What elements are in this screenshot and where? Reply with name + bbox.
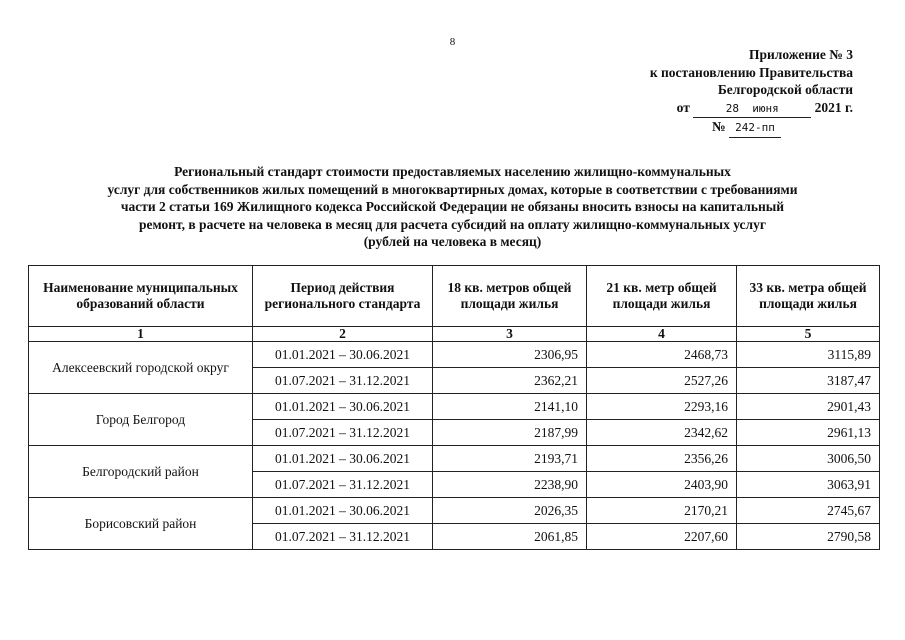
column-header-municipality: Наименование муниципальных образований области [29, 266, 253, 327]
value-33sqm: 3063,91 [737, 472, 880, 498]
period-cell: 01.07.2021 – 31.12.2021 [253, 368, 433, 394]
value-18sqm: 2061,85 [433, 524, 587, 550]
column-number-row [29, 327, 880, 342]
table-row [29, 394, 880, 420]
date-year: 2021 г. [814, 99, 853, 115]
value-33sqm: 2901,43 [737, 394, 880, 420]
table-row [29, 446, 880, 472]
column-number: 1 [29, 327, 253, 342]
column-header-33sqm: 33 кв. метра общей площади жилья [737, 266, 880, 327]
value-18sqm: 2026,35 [433, 498, 587, 524]
column-number: 5 [737, 327, 880, 342]
value-18sqm: 2306,95 [433, 342, 587, 368]
period-cell: 01.01.2021 – 30.06.2021 [253, 342, 433, 368]
title-units: (рублей на человека в месяц) [363, 234, 542, 249]
column-header-period: Период действия регионального стандарта [253, 266, 433, 327]
title-line: услуг для собственников жилых помещений в многоквартирных домах, которые в соответствии с требованиями [107, 181, 798, 197]
value-21sqm: 2403,90 [587, 472, 737, 498]
table-header-row [29, 266, 880, 327]
title-line: части 2 статьи 169 Жилищного кодекса Российской Федерации не обязаны вносить взносы на капитальный [120, 199, 785, 214]
value-33sqm: 2745,67 [737, 498, 880, 524]
page-number: 8 [449, 36, 456, 48]
period-cell: 01.07.2021 – 31.12.2021 [253, 472, 433, 498]
value-18sqm: 2362,21 [433, 368, 587, 394]
table-row [29, 342, 880, 368]
table-row [29, 498, 880, 524]
regional-standard-table [28, 265, 880, 550]
value-21sqm: 2170,21 [587, 498, 737, 524]
column-header-21sqm: 21 кв. метр общей площади жилья [587, 266, 737, 327]
value-21sqm: 2207,60 [587, 524, 737, 550]
appendix-region: Белгородской области [717, 82, 853, 97]
appendix-date [553, 99, 853, 119]
appendix-resolution: к постановлению Правительства [649, 64, 853, 80]
appendix-number [553, 118, 853, 138]
municipality-name: Белгородский район [29, 446, 253, 498]
value-18sqm: 2193,71 [433, 446, 587, 472]
period-cell: 01.07.2021 – 31.12.2021 [253, 420, 433, 446]
municipality-name: Город Белгород [29, 394, 253, 446]
title-line: Региональный стандарт стоимости предоставляемых населению жилищно-коммунальных [174, 164, 731, 179]
value-21sqm: 2356,26 [587, 446, 737, 472]
date-month: июня [752, 101, 779, 115]
value-18sqm: 2238,90 [433, 472, 587, 498]
value-33sqm: 2790,58 [737, 524, 880, 550]
date-day: 28 [725, 101, 740, 115]
value-33sqm: 2961,13 [737, 420, 880, 446]
appendix-header [553, 46, 853, 138]
document-title [60, 163, 845, 251]
title-line: ремонт, в расчете на человека в месяц для расчета субсидий на оплату жилищно-коммунальных услуг [138, 216, 766, 232]
value-33sqm: 3006,50 [737, 446, 880, 472]
appendix-title: Приложение № 3 [749, 47, 853, 62]
value-21sqm: 2293,16 [587, 394, 737, 420]
number-prefix: № [712, 119, 726, 134]
value-18sqm: 2141,10 [433, 394, 587, 420]
column-number: 3 [433, 327, 587, 342]
value-21sqm: 2527,26 [587, 368, 737, 394]
value-33sqm: 3115,89 [737, 342, 880, 368]
value-33sqm: 3187,47 [737, 368, 880, 394]
municipality-name: Алексеевский городской округ [29, 342, 253, 394]
period-cell: 01.07.2021 – 31.12.2021 [253, 524, 433, 550]
date-prefix: от [676, 99, 690, 115]
value-21sqm: 2468,73 [587, 342, 737, 368]
column-header-18sqm: 18 кв. метров общей площади жилья [433, 266, 587, 327]
municipality-name: Борисовский район [29, 498, 253, 550]
value-21sqm: 2342,62 [587, 420, 737, 446]
period-cell: 01.01.2021 – 30.06.2021 [253, 446, 433, 472]
period-cell: 01.01.2021 – 30.06.2021 [253, 394, 433, 420]
number-value: 242-пп [729, 119, 781, 138]
column-number: 4 [587, 327, 737, 342]
period-cell: 01.01.2021 – 30.06.2021 [253, 498, 433, 524]
date-handwritten [693, 100, 811, 119]
column-number: 2 [253, 327, 433, 342]
value-18sqm: 2187,99 [433, 420, 587, 446]
